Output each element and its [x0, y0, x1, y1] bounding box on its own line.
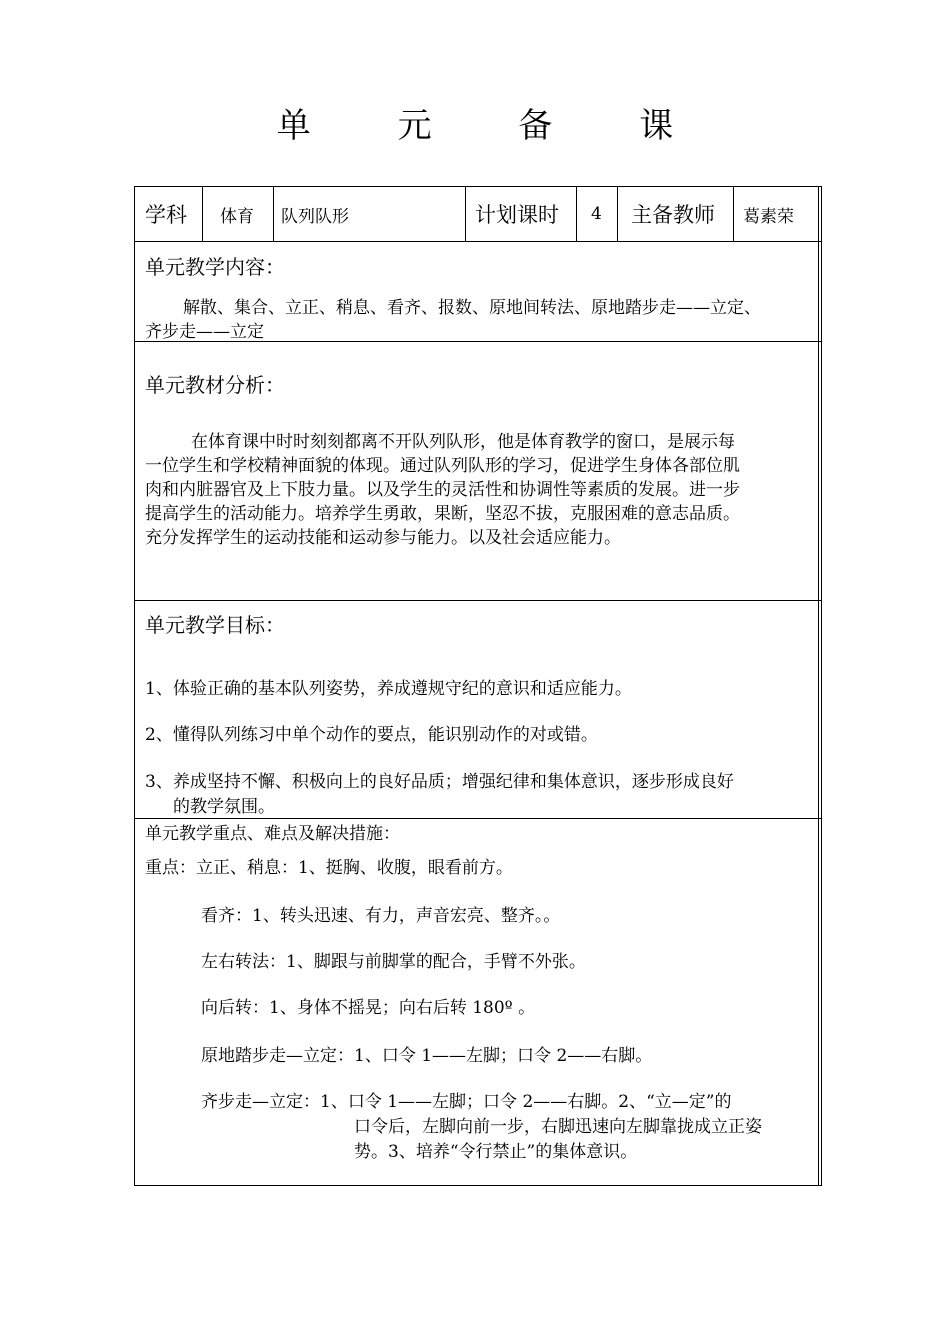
col-divider: [273, 187, 274, 241]
planned-hours-label: 计划课时: [475, 203, 559, 227]
analysis-text-line: 在体育课中时时刻刻都离不开队列队形，他是体育教学的窗口，是展示每: [191, 432, 735, 452]
col-divider: [202, 187, 203, 241]
content-text-line: 解散、集合、立正、稍息、看齐、报数、原地间转法、原地踏步走——立定、: [183, 298, 761, 318]
page-title: 单 元 备 课: [276, 106, 712, 146]
analysis-text-line: 提高学生的活动能力。培养学生勇敢，果断，坚忍不拔，克服困难的意志品质。: [145, 504, 740, 524]
keypoint-line: 重点：立正、稍息：1、挺胸、收腹，眼看前方。: [145, 858, 513, 878]
goal-item: 3、养成坚持不懈、积极向上的良好品质；增强纪律和集体意识，逐步形成良好: [145, 772, 734, 792]
analysis-section-title: 单元教材分析：: [145, 373, 285, 397]
unit-topic: 队列队形: [281, 206, 349, 227]
keypoint-line: 向后转：1、身体不摇晃；向右后转 180º 。: [201, 998, 536, 1018]
planned-hours-value: 4: [591, 204, 602, 224]
lesson-table: [134, 186, 822, 1186]
goal-item: 1、体验正确的基本队列姿势，养成遵规守纪的意识和适应能力。: [145, 679, 632, 699]
keypoint-line: 原地踏步走—立定：1、口令 1——左脚；口令 2——右脚。: [201, 1046, 653, 1066]
analysis-text-line: 肉和内脏器官及上下肢力量。以及学生的灵活性和协调性等素质的发展。进一步: [145, 480, 740, 500]
row-divider: [135, 600, 821, 601]
keypoint-line: 看齐：1、转头迅速、有力，声音宏亮、整齐。。: [201, 906, 561, 926]
keypoint-line: 齐步走—立定：1、口令 1——左脚；口令 2——右脚。2、“立—定”的: [201, 1092, 732, 1112]
goals-section-title: 单元教学目标：: [145, 613, 285, 637]
keypoint-line: 左右转法：1、脚跟与前脚掌的配合，手臂不外张。: [201, 952, 586, 972]
col-divider: [733, 187, 734, 241]
col-divider: [465, 187, 466, 241]
subject-label: 学科: [145, 203, 187, 227]
analysis-text-line: 充分发挥学生的运动技能和运动参与能力。以及社会适应能力。: [145, 528, 621, 548]
content-text-line: 齐步走——立定: [145, 322, 264, 342]
keypoints-section-title: 单元教学重点、难点及解决措施：: [145, 824, 400, 844]
subject-value: 体育: [220, 206, 254, 227]
row-divider: [135, 241, 821, 242]
col-divider: [576, 187, 577, 241]
goal-item-continued: 的教学氛围。: [173, 797, 275, 817]
row-divider: [135, 341, 821, 342]
analysis-text-line: 一位学生和学校精神面貌的体现。通过队列队形的学习，促进学生身体各部位肌: [145, 456, 740, 476]
goal-item: 2、懂得队列练习中单个动作的要点，能识别动作的对或错。: [145, 725, 598, 745]
lead-teacher-label: 主备教师: [631, 203, 715, 227]
content-section-title: 单元教学内容：: [145, 255, 285, 279]
lead-teacher-value: 葛素荣: [743, 206, 794, 227]
keypoint-line-continued: 口令后，左脚向前一步，右脚迅速向左脚靠拢成立正姿: [354, 1117, 762, 1137]
keypoint-line-continued: 势。3、培养“令行禁止”的集体意识。: [354, 1142, 638, 1162]
table-right-double-border: [818, 186, 819, 1186]
col-divider: [617, 187, 618, 241]
